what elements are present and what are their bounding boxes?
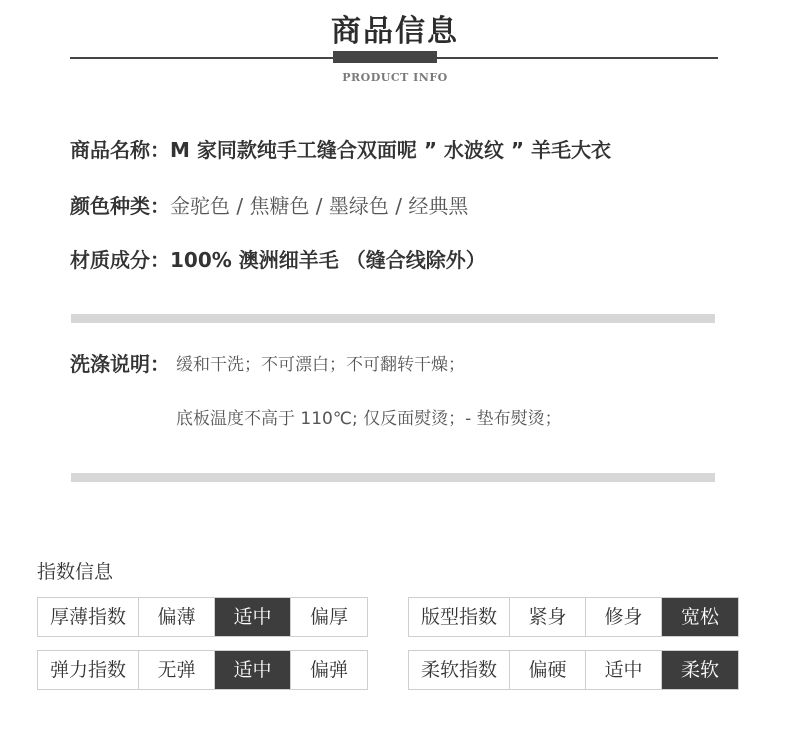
header-subtitle: PRODUCT INFO [342,71,448,84]
index-option: 适中 [586,651,662,689]
index-title: 指数信息 [37,561,114,583]
divider-top [71,314,715,323]
product-material-value: 100% 澳洲细羊毛 （缝合线除外） [170,248,486,272]
elasticity-index-table [37,650,368,690]
index-option: 无弹 [139,651,215,689]
header-title: 商品信息 [331,14,459,49]
divider-bottom [71,473,715,482]
index-option-selected: 适中 [215,651,291,689]
product-material-row [70,244,486,273]
fit-index-table [408,597,739,637]
index-label: 柔软指数 [409,651,510,689]
index-option-selected: 宽松 [662,598,738,636]
index-option-selected: 柔软 [662,651,738,689]
product-color-row [70,190,468,219]
index-option: 偏硬 [510,651,586,689]
index-option: 偏弹 [291,651,367,689]
index-option: 偏厚 [291,598,367,636]
index-option: 偏薄 [139,598,215,636]
index-label: 厚薄指数 [38,598,139,636]
product-color-label: 颜色种类： [70,194,170,218]
product-name-label: 商品名称： [70,138,170,162]
index-option: 修身 [586,598,662,636]
care-line-2: 底板温度不高于 110℃; 仅反面熨烫；- 垫布熨烫； [176,409,562,429]
product-material-label: 材质成分： [70,248,170,272]
index-option: 紧身 [510,598,586,636]
softness-index-table [408,650,739,690]
product-color-value: 金驼色 / 焦糖色 / 墨绿色 / 经典黑 [170,194,469,218]
product-name-value: M 家同款纯手工缝合双面呢 ” 水波纹 ” 羊毛大衣 [170,138,612,162]
index-label: 弹力指数 [38,651,139,689]
care-line-1: 缓和干洗；不可漂白；不可翻转干燥； [176,355,465,375]
thickness-index-table [37,597,368,637]
product-name-row [70,134,611,163]
care-label: 洗涤说明： [70,352,170,376]
header-accent-bar [333,51,437,63]
index-option-selected: 适中 [215,598,291,636]
index-label: 版型指数 [409,598,510,636]
